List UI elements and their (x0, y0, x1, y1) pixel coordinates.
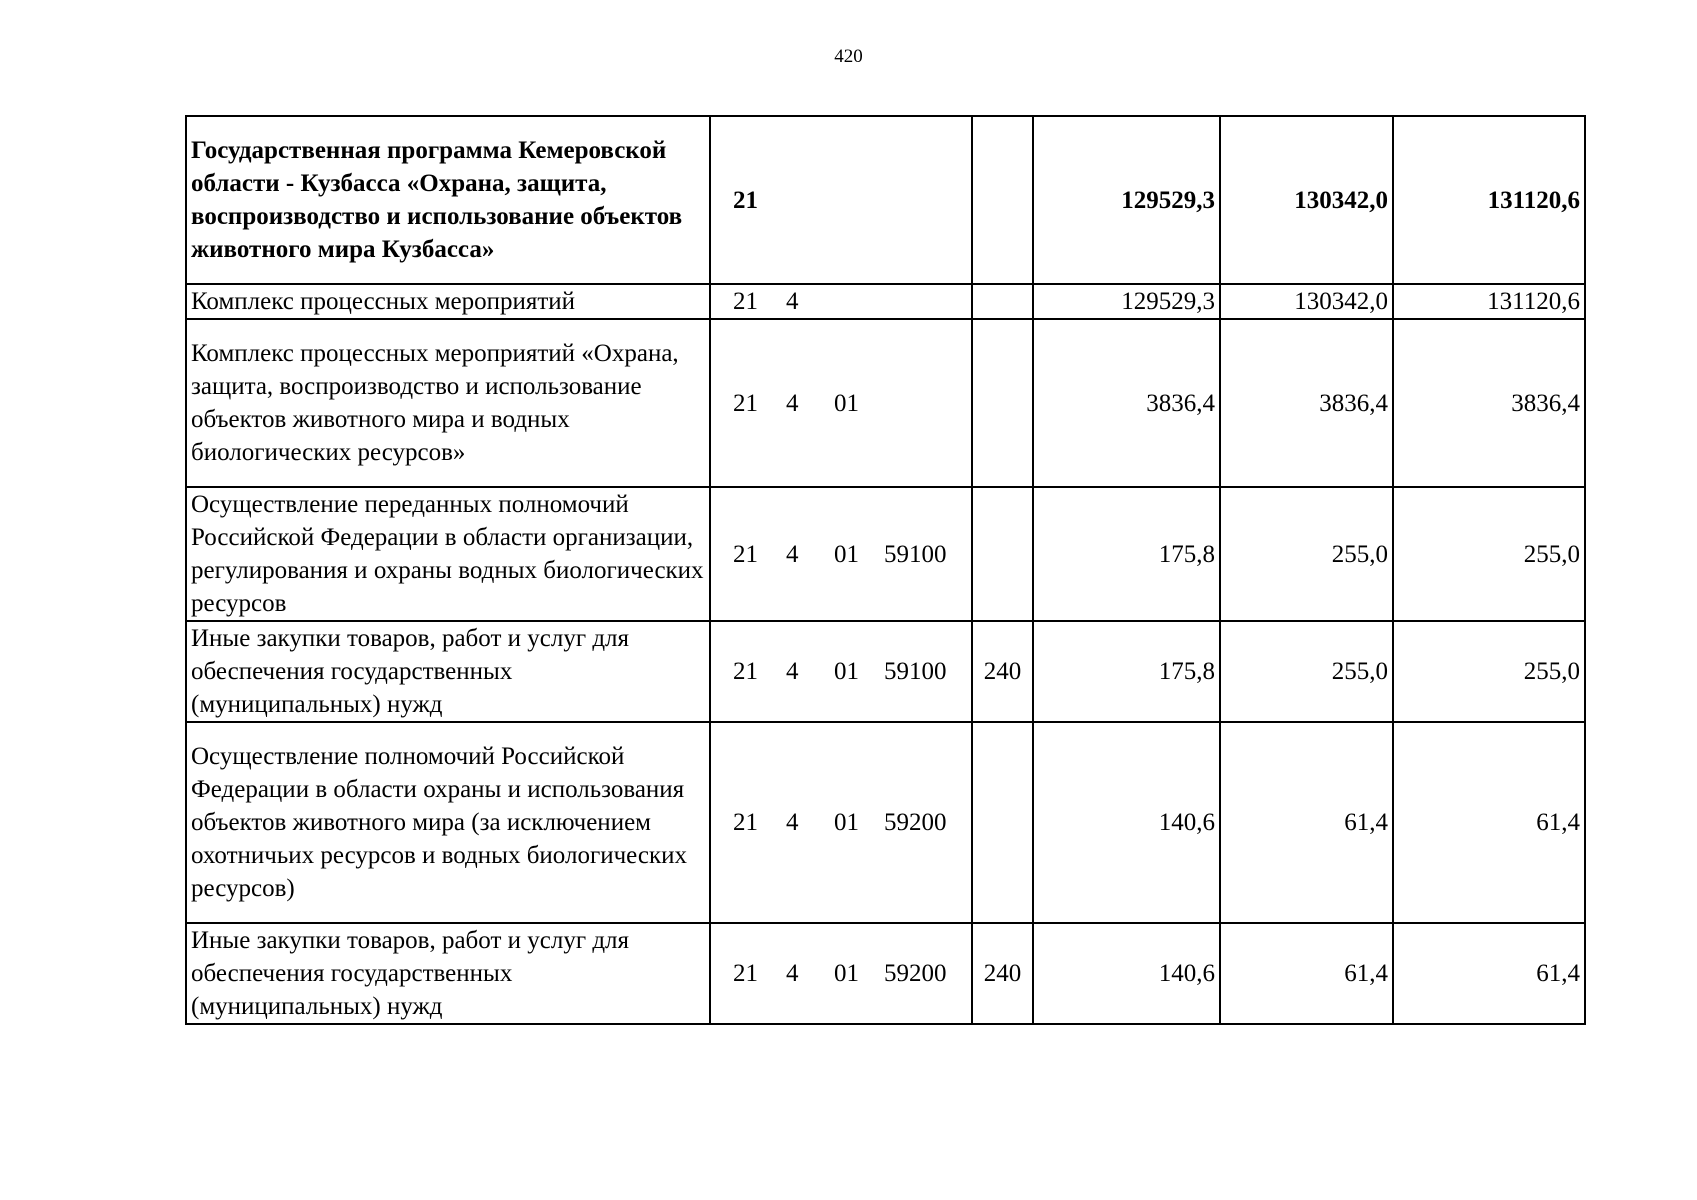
row-codes (710, 116, 972, 284)
code-program: 21 (733, 540, 758, 568)
amount-year-2: 3836,4 (1220, 319, 1393, 487)
row-codes (710, 319, 972, 487)
table-row (186, 722, 1585, 923)
code-expense-type (972, 319, 1033, 487)
amount-year-1: 140,6 (1033, 722, 1220, 923)
row-codes (710, 923, 972, 1024)
table-row (186, 923, 1585, 1024)
page-number: 420 (834, 46, 863, 67)
table-row (186, 487, 1585, 621)
row-codes (710, 621, 972, 722)
amount-year-3: 61,4 (1393, 722, 1585, 923)
code-event: 01 (834, 658, 859, 685)
amount-year-2: 255,0 (1220, 621, 1393, 722)
code-expense-type (972, 487, 1033, 621)
code-expense-type (972, 284, 1033, 319)
amount-year-3: 3836,4 (1393, 319, 1585, 487)
code-expense-type: 240 (972, 621, 1033, 722)
code-subprogram: 4 (786, 288, 799, 315)
code-event: 01 (834, 960, 859, 987)
row-codes (710, 284, 972, 319)
amount-year-3: 255,0 (1393, 621, 1585, 722)
row-name: Комплекс процессных мероприятий (186, 284, 710, 319)
code-program: 21 (733, 186, 758, 214)
row-name: Государственная программа Кемеровской области - Кузбасса «Охрана, защита, воспроизводство и использование объектов животного мира Кузбасса» (186, 116, 710, 284)
code-program: 21 (733, 809, 758, 836)
amount-year-1: 129529,3 (1033, 116, 1220, 284)
code-expense-type (972, 722, 1033, 923)
code-subprogram: 4 (786, 809, 799, 836)
row-codes (710, 722, 972, 923)
amount-year-2: 130342,0 (1220, 284, 1393, 319)
amount-year-3: 131120,6 (1393, 284, 1585, 319)
table-row (186, 621, 1585, 722)
amount-year-2: 255,0 (1220, 487, 1393, 621)
code-program: 21 (733, 960, 758, 987)
row-name: Осуществление полномочий Российской Федерации в области охраны и использования объектов животного мира (за исключением охотничьих ресурсов и водных биологических ресурсов) (186, 722, 710, 923)
amount-year-3: 255,0 (1393, 487, 1585, 621)
amount-year-1: 3836,4 (1033, 319, 1220, 487)
code-program: 21 (733, 389, 758, 417)
amount-year-1: 175,8 (1033, 487, 1220, 621)
amount-year-2: 61,4 (1220, 923, 1393, 1024)
code-subprogram: 4 (786, 540, 799, 568)
code-direction: 59200 (884, 809, 947, 836)
table-row (186, 116, 1585, 284)
row-codes (710, 487, 972, 621)
table-row (186, 284, 1585, 319)
code-program: 21 (733, 658, 758, 685)
code-expense-type (972, 116, 1033, 284)
code-direction: 59200 (884, 960, 947, 987)
row-name: Иные закупки товаров, работ и услуг для обеспечения государственных (муниципальных) нужд (186, 923, 710, 1024)
amount-year-1: 175,8 (1033, 621, 1220, 722)
table-body (186, 116, 1585, 1024)
code-subprogram: 4 (786, 658, 799, 685)
code-event: 01 (834, 540, 859, 568)
amount-year-3: 131120,6 (1393, 116, 1585, 284)
row-name: Осуществление переданных полномочий Российской Федерации в области организации, регулирования и охраны водных биологических ресурсов (186, 487, 710, 621)
code-direction: 59100 (884, 540, 947, 568)
code-direction: 59100 (884, 658, 947, 685)
row-name: Иные закупки товаров, работ и услуг для обеспечения государственных (муниципальных) нужд (186, 621, 710, 722)
code-expense-type: 240 (972, 923, 1033, 1024)
code-program: 21 (733, 288, 758, 315)
amount-year-2: 61,4 (1220, 722, 1393, 923)
amount-year-3: 61,4 (1393, 923, 1585, 1024)
code-event: 01 (834, 809, 859, 836)
row-name: Комплекс процессных мероприятий «Охрана, защита, воспроизводство и использование объектов животного мира и водных биологических ресурсов» (186, 319, 710, 487)
code-subprogram: 4 (786, 960, 799, 987)
code-subprogram: 4 (786, 389, 799, 417)
budget-table (185, 115, 1586, 1025)
amount-year-1: 129529,3 (1033, 284, 1220, 319)
amount-year-2: 130342,0 (1220, 116, 1393, 284)
code-event: 01 (834, 389, 859, 417)
amount-year-1: 140,6 (1033, 923, 1220, 1024)
table-row (186, 319, 1585, 487)
